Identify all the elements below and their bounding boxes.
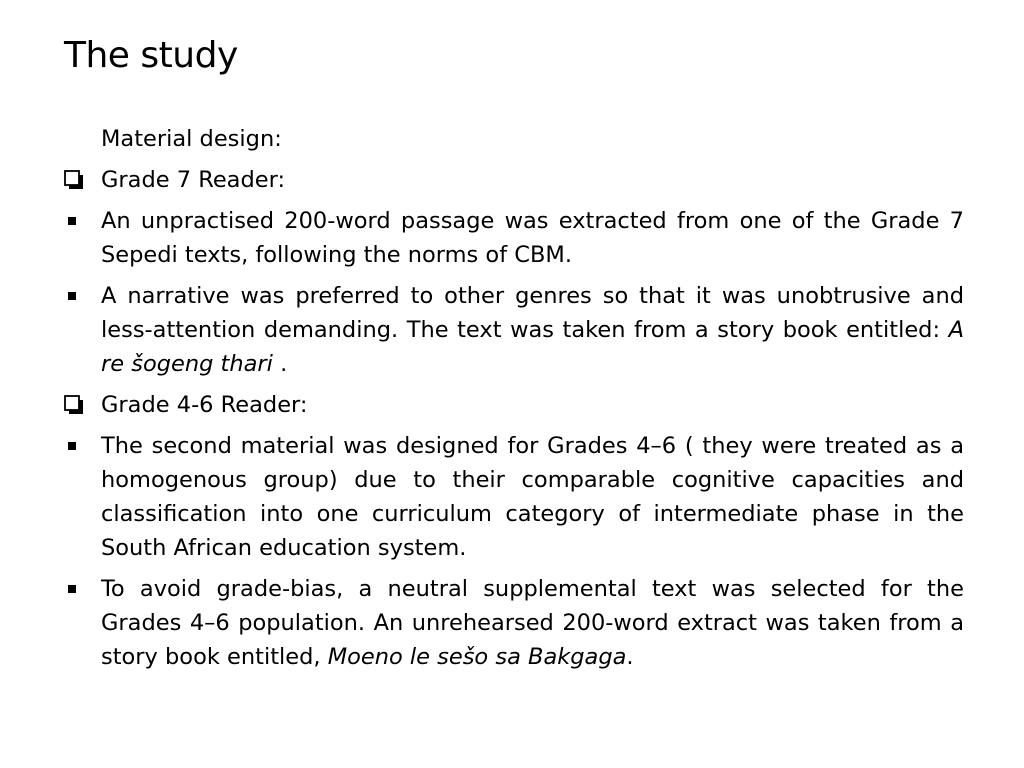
bullet-text (101, 572, 964, 674)
section-label: Grade 7 Reader: (101, 167, 286, 193)
book-title: Moeno le sešo sa Bakgaga (327, 644, 627, 670)
bullet-text (101, 279, 964, 381)
bullet-text: An unpractised 200-word passage was extracted from one of the Grade 7 Sepedi texts, following the norms of CBM. (101, 208, 964, 268)
heading-text: Material design: (101, 126, 282, 152)
square-bullet-icon (64, 279, 94, 313)
slide-content (64, 122, 964, 681)
square-bullet-icon (64, 572, 94, 606)
bullet-text-end: . (626, 644, 634, 670)
bullet-text-end: . (272, 351, 288, 377)
checkbox-bullet-icon (64, 388, 94, 422)
bullet-grade-7-passage (64, 204, 964, 272)
square-bullet-icon (64, 429, 94, 463)
book-title: A re šogeng thari (101, 317, 964, 377)
bullet-text-main: A narrative was preferred to other genres so that it was unobtrusive and less-attention demanding. The text was taken from a story book entitled: (101, 283, 964, 343)
bullet-text: The second material was designed for Grades 4–6 ( they were treated as a homogenous group) due to their comparable cognitive capacities and classification into one curriculum category of intermediate phase in the South African education system. (101, 433, 964, 561)
slide-title: The study (64, 35, 238, 76)
checkbox-bullet-icon (64, 163, 94, 197)
bullet-grade-4-6-neutral-text (64, 572, 964, 674)
bullet-text-main: To avoid grade-bias, a neutral supplemental text was selected for the Grades 4–6 population. An unrehearsed 200-word extract was taken from a story book entitled, (101, 576, 964, 670)
section-grade-7 (64, 163, 964, 197)
material-design-heading (64, 122, 964, 156)
bullet-grade-7-narrative (64, 279, 964, 381)
bullet-grade-4-6-material (64, 429, 964, 565)
section-grade-4-6 (64, 388, 964, 422)
square-bullet-icon (64, 204, 94, 238)
section-label: Grade 4-6 Reader: (101, 392, 308, 418)
